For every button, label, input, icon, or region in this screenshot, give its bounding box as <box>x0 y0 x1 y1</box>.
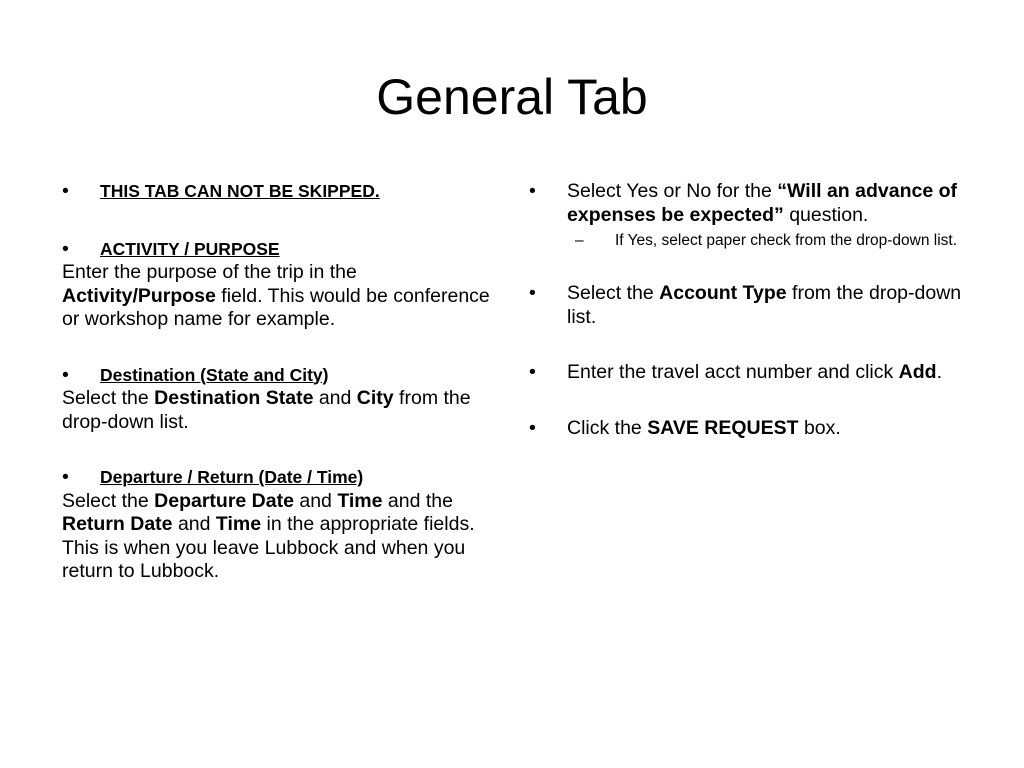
bullet-travel-acct: • Enter the travel acct number and click Add. <box>529 361 942 383</box>
bullet-heading: Destination (State and City) <box>100 364 329 385</box>
bullet-dot: • <box>529 180 536 202</box>
activity-purpose-text: Enter the purpose of the trip in the Activity/Purpose field. This would be conference or workshop name for example. <box>62 261 490 330</box>
bullet-destination <box>62 364 498 388</box>
destination-text: Select the Destination State and City from the drop-down list. <box>62 387 471 433</box>
right-column <box>529 180 969 440</box>
left-column <box>62 180 498 584</box>
bullet-dot: • <box>62 363 69 386</box>
sub-bullet-paper-check: – If Yes, select paper check from the drop-down list. <box>575 232 958 249</box>
bullet-advance-expenses: • Select Yes or No for the “Will an advance of expenses be expected” question. <box>529 180 957 226</box>
bullet-departure-return <box>62 466 498 490</box>
bullet-dot: • <box>62 466 69 488</box>
bullet-account-type: • Select the Account Type from the drop-down list. <box>529 282 962 328</box>
bullet-activity-purpose <box>62 238 498 262</box>
sub-bullet-dash: – <box>575 232 584 249</box>
bullet-dot: • <box>529 416 536 439</box>
bullet-dot: • <box>529 282 536 304</box>
departure-return-text: Select the Departure Date and Time and the Return Date and Time in the appropriate fields. This is when you leave Lubbock and when you return to Lubbock. <box>62 489 475 582</box>
bullet-dot: • <box>529 361 536 383</box>
bullet-dot: • <box>62 237 69 260</box>
bullet-dot: • <box>62 180 69 202</box>
bullet-tab-required <box>62 180 498 204</box>
bullet-heading: THIS TAB CAN NOT BE SKIPPED. <box>100 181 380 201</box>
bullet-heading: Departure / Return (Date / Time) <box>100 467 364 487</box>
slide-title: General Tab <box>376 69 648 125</box>
bullet-heading: ACTIVITY / PURPOSE <box>100 238 280 259</box>
bullet-save-request: • Click the SAVE REQUEST box. <box>529 416 841 439</box>
